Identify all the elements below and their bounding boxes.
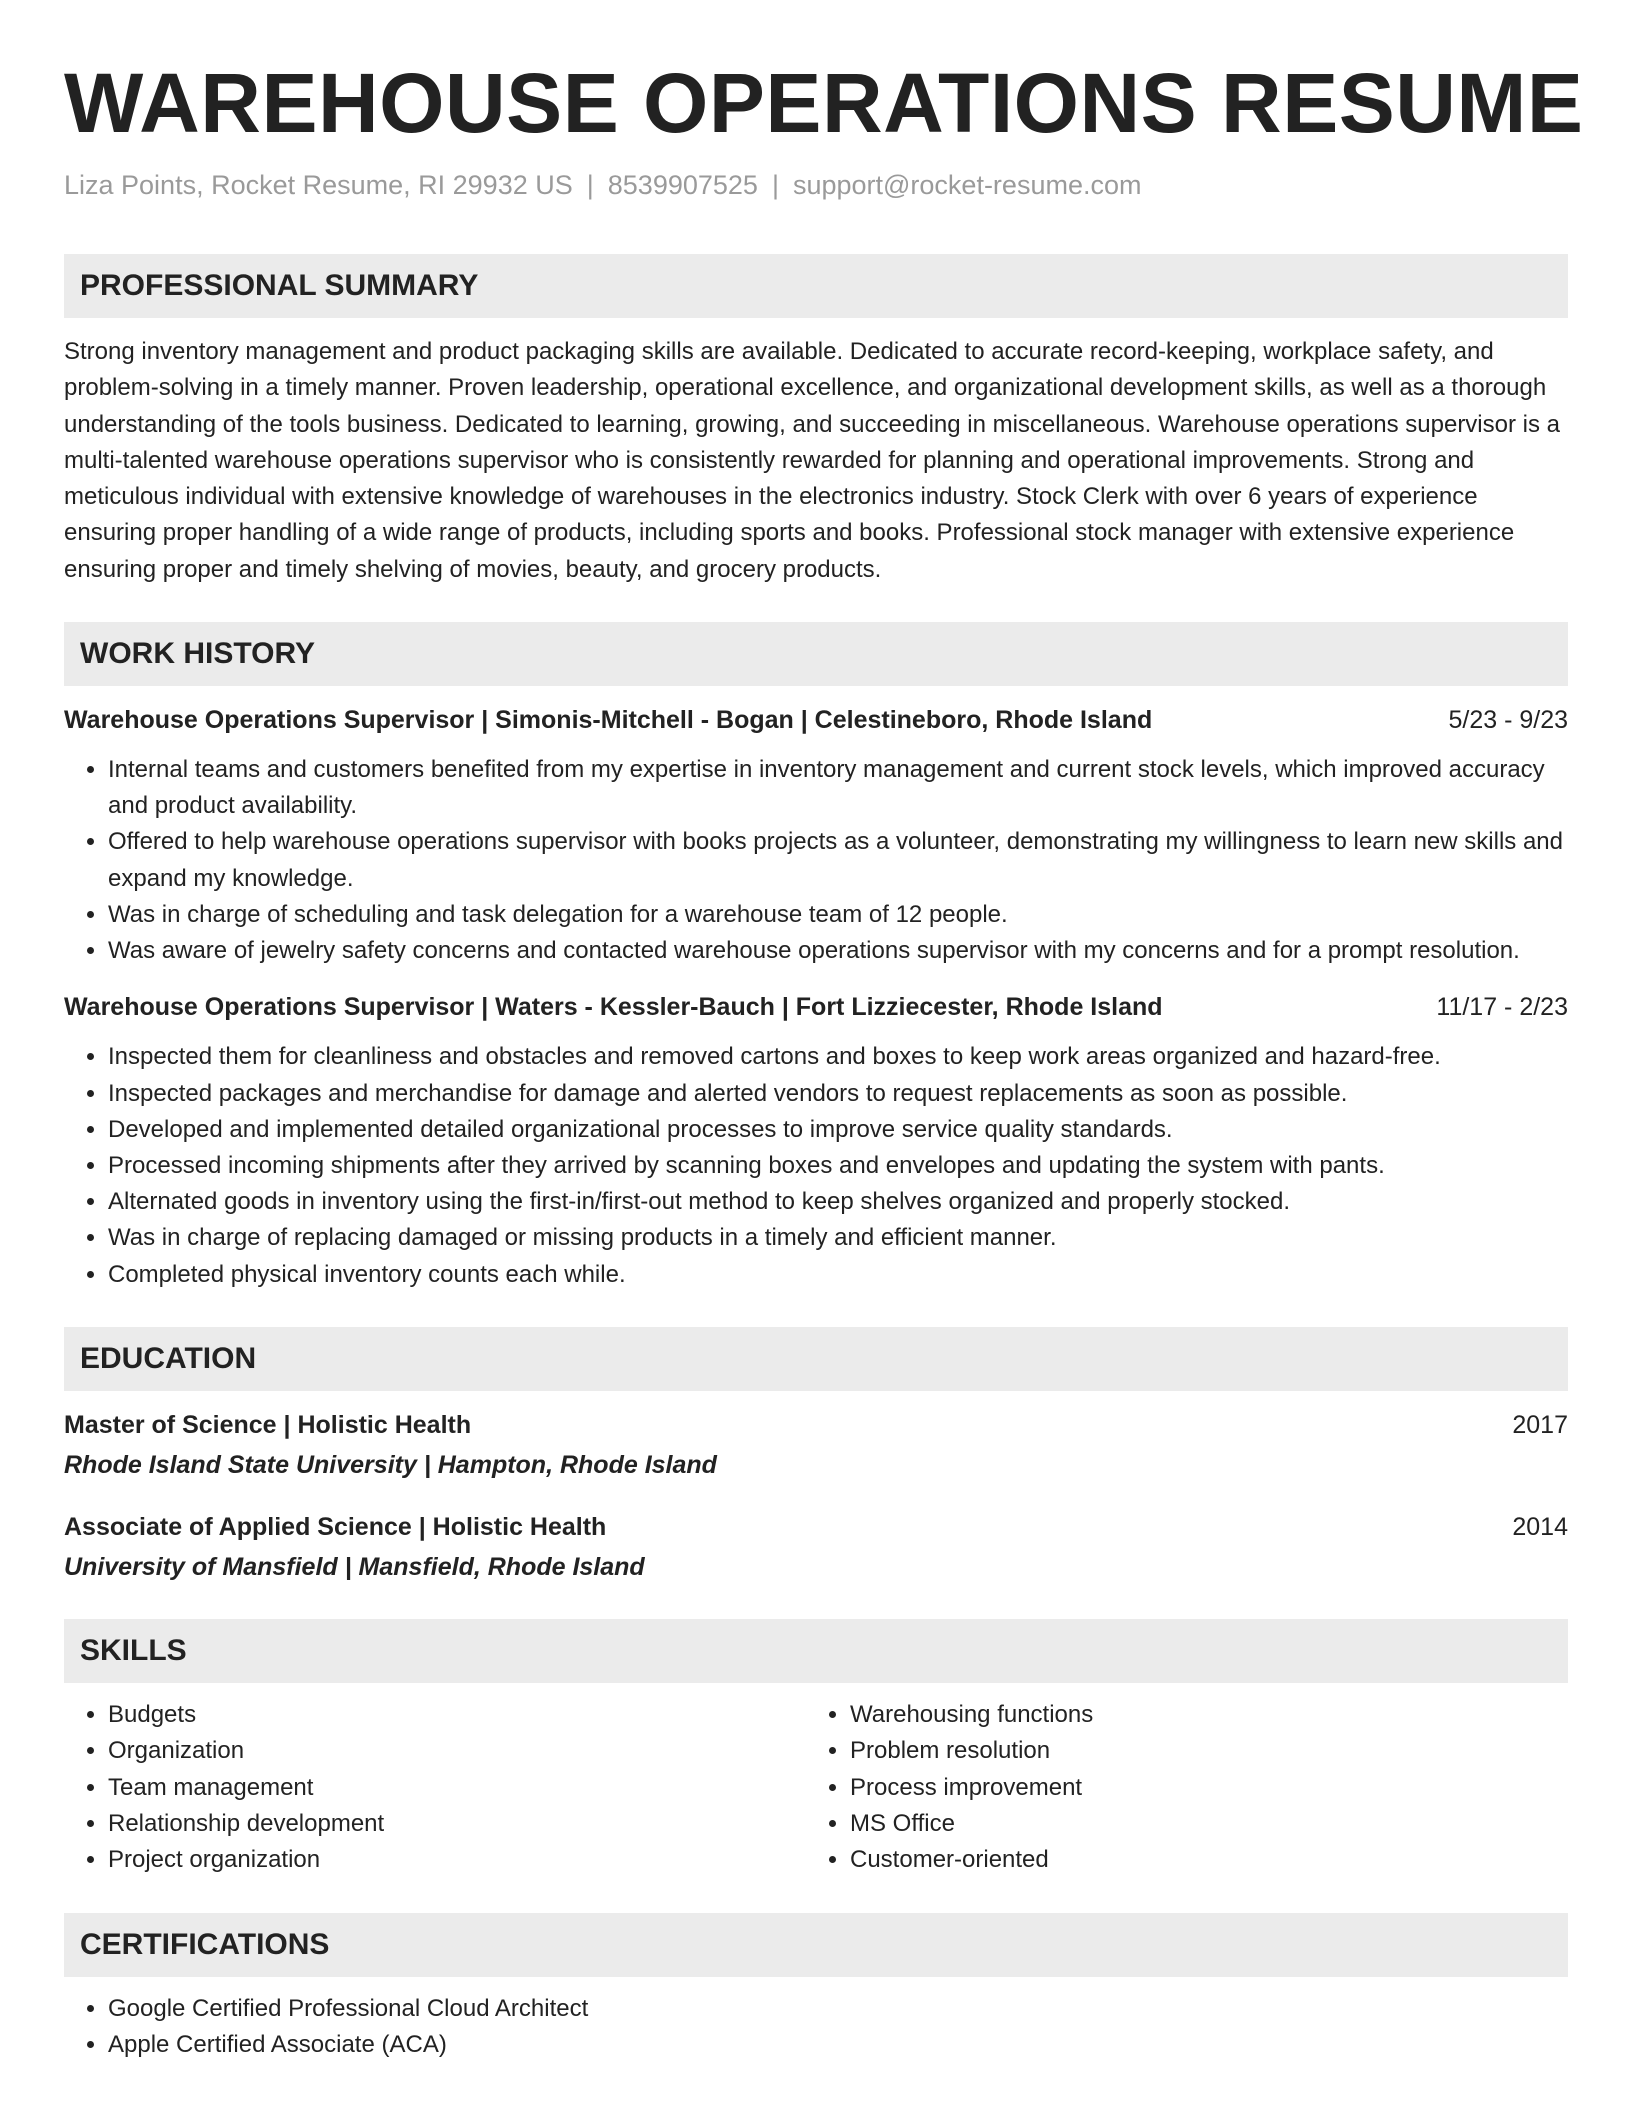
education-degree: Associate of Applied Science | Holistic Health — [64, 1512, 607, 1541]
section-header-education: EDUCATION — [64, 1327, 1568, 1391]
skills-column-right — [806, 1697, 1548, 1879]
certification-item: • Apple Certified Associate (ACA) — [108, 2027, 1568, 2063]
skill-item: • Team management — [108, 1770, 806, 1806]
resume-title: WAREHOUSE OPERATIONS RESUME — [64, 56, 1584, 150]
education-entry — [64, 1407, 1568, 1483]
section-header-skills: SKILLS — [64, 1619, 1568, 1683]
job-entry — [64, 702, 1568, 969]
job-title: Warehouse Operations Supervisor | Waters - Kessler-Bauch | Fort Lizziecester, Rhode Island — [64, 993, 1163, 1022]
job-bullet: • Was in charge of replacing damaged or missing products in a timely and efficient manner. — [108, 1220, 1568, 1256]
job-bullet: • Internal teams and customers benefited from my expertise in inventory management and current stock levels, which improved accuracy and product availability. — [108, 752, 1568, 824]
education-year: 2014 — [1512, 1512, 1568, 1541]
section-header-certifications: CERTIFICATIONS — [64, 1913, 1568, 1977]
job-bullet: • Completed physical inventory counts each while. — [108, 1257, 1568, 1293]
contact-line — [64, 168, 1568, 202]
job-bullet: • Alternated goods in inventory using the first-in/first-out method to keep shelves organized and properly stocked. — [108, 1184, 1568, 1220]
contact-separator: | — [586, 170, 594, 200]
section-header-work-history: WORK HISTORY — [64, 622, 1568, 686]
contact-email: support@rocket-resume.com — [792, 170, 1142, 200]
certification-item: • Google Certified Professional Cloud Architect — [108, 1991, 1568, 2027]
job-bullet: • Was in charge of scheduling and task delegation for a warehouse team of 12 people. — [108, 897, 1568, 933]
education-degree: Master of Science | Holistic Health — [64, 1410, 472, 1439]
skill-item: • Process improvement — [850, 1770, 1548, 1806]
job-bullets — [64, 752, 1568, 969]
skill-item: • Customer-oriented — [850, 1842, 1548, 1878]
job-title-row — [64, 989, 1568, 1025]
education-school: University of Mansfield | Mansfield, Rhode Island — [64, 1552, 645, 1581]
job-title-row — [64, 702, 1568, 738]
job-bullet: • Was aware of jewelry safety concerns and contacted warehouse operations supervisor with my concerns and for a prompt resolution. — [108, 933, 1568, 969]
skill-item: • Relationship development — [108, 1806, 806, 1842]
job-dates: 11/17 - 2/23 — [1436, 993, 1568, 1022]
certifications-items — [64, 1991, 1568, 2064]
job-bullet: • Developed and implemented detailed organizational processes to improve service quality standards. — [108, 1112, 1568, 1148]
certifications-list — [64, 1991, 1568, 2064]
contact-phone: 8539907525 — [607, 170, 758, 200]
contact-separator: | — [771, 170, 779, 200]
skills-column-left — [64, 1697, 806, 1879]
education-entry — [64, 1509, 1568, 1585]
skill-item: • Project organization — [108, 1842, 806, 1878]
education-school: Rhode Island State University | Hampton, Rhode Island — [64, 1450, 717, 1479]
skills-list — [64, 1697, 1568, 1879]
education-year: 2017 — [1512, 1410, 1568, 1439]
skill-item: • MS Office — [850, 1806, 1548, 1842]
job-entry — [64, 989, 1568, 1292]
job-title: Warehouse Operations Supervisor | Simonis-Mitchell - Bogan | Celestineboro, Rhode Island — [64, 706, 1153, 735]
skill-item: • Problem resolution — [850, 1733, 1548, 1769]
resume-page — [64, 0, 1584, 2064]
section-header-summary: PROFESSIONAL SUMMARY — [64, 254, 1568, 318]
education-row — [64, 1509, 1568, 1545]
job-bullet: • Processed incoming shipments after they arrived by scanning boxes and envelopes and updating the system with pants. — [108, 1148, 1568, 1184]
contact-address: Liza Points, Rocket Resume, RI 29932 US — [64, 170, 573, 200]
job-bullets — [64, 1039, 1568, 1292]
job-bullet: • Inspected them for cleanliness and obstacles and removed cartons and boxes to keep work areas organized and hazard-free. — [108, 1039, 1568, 1075]
skill-item: • Budgets — [108, 1697, 806, 1733]
education-row — [64, 1407, 1568, 1443]
summary-text: Strong inventory management and product packaging skills are available. Dedicated to accurate record-keeping, workplace safety, and problem-solving in a timely manner. Proven leadership, operational excellence, and organizational development skills, as well as a thorough understanding of the tools business. Dedicated to learning, growing, and succeeding in miscellaneous. Warehouse operations supervisor is a multi-talented warehouse operations supervisor who is consistently rewarded for planning and operational improvements. Strong and meticulous individual with extensive knowledge of warehouses in the electronics industry. Stock Clerk with over 6 years of experience ensuring proper handling of a wide range of products, including sports and books. Professional stock manager with extensive experience ensuring proper and timely shelving of movies, beauty, and grocery products. — [64, 338, 1560, 583]
skill-item: • Organization — [108, 1733, 806, 1769]
skill-item: • Warehousing functions — [850, 1697, 1548, 1733]
job-bullet: • Inspected packages and merchandise for damage and alerted vendors to request replacements as soon as possible. — [108, 1076, 1568, 1112]
job-dates: 5/23 - 9/23 — [1448, 706, 1568, 735]
job-bullet: • Offered to help warehouse operations supervisor with books projects as a volunteer, demonstrating my willingness to learn new skills and expand my knowledge. — [108, 824, 1568, 896]
